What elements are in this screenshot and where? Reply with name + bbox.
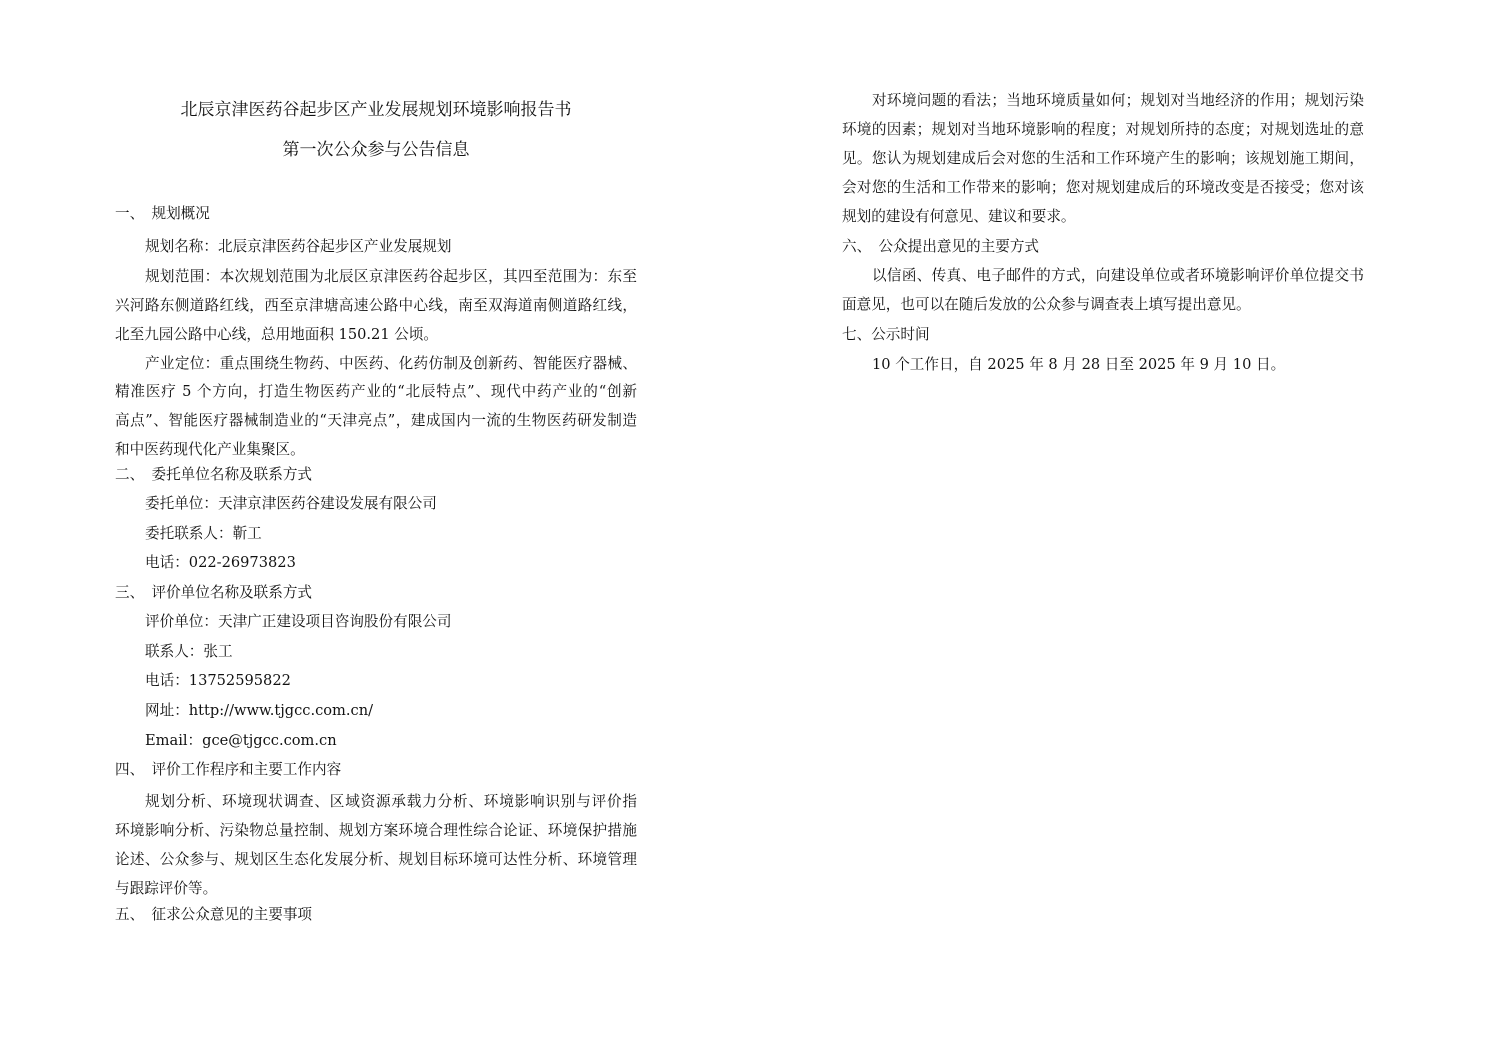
text-line: 面意见，也可以在随后发放的公众参与调查表上填写提出意见。 xyxy=(842,296,1251,313)
text-line: Email：gce@tjgcc.com.cn xyxy=(145,732,337,749)
text-line: 见。您认为规划建成后会对您的生活和工作环境产生的影响；该规划施工期间， xyxy=(842,150,1364,167)
text-line: 会对您的生活和工作带来的影响；您对规划建成后的环境改变是否接受；您对该 xyxy=(842,179,1364,196)
text-line: 委托联系人：靳工 xyxy=(145,525,262,542)
text-line: 精准医疗 5 个方向，打造生物医药产业的“北辰特点”、现代中药产业的“创新 xyxy=(115,383,637,400)
text-line: 以信函、传真、电子邮件的方式，向建设单位或者环境影响评价单位提交书 xyxy=(872,267,1364,284)
text-line: 环境的因素；规划对当地环境影响的程度；对规划所持的态度；对规划选址的意 xyxy=(842,121,1364,138)
text-line: 委托单位：天津京津医药谷建设发展有限公司 xyxy=(145,495,437,512)
text-line: 高点”、智能医疗器械制造业的“天津亮点”，建成国内一流的生物医药研发制造 xyxy=(115,412,637,429)
text-line: 联系人：张工 xyxy=(145,643,233,660)
text-line: 环境影响分析、污染物总量控制、规划方案环境合理性综合论证、环境保护措施 xyxy=(115,822,637,839)
section-heading: 四、 评价工作程序和主要工作内容 xyxy=(115,761,342,778)
text-line: 论述、公众参与、规划区生态化发展分析、规划目标环境可达性分析、环境管理 xyxy=(115,851,637,868)
text-line: 兴河路东侧道路红线，西至京津塘高速公路中心线，南至双海道南侧道路红线， xyxy=(115,297,637,314)
text-line: 与跟踪评价等。 xyxy=(115,880,218,897)
section-heading: 一、 规划概况 xyxy=(115,205,210,222)
document-title: 北辰京津医药谷起步区产业发展规划环境影响报告书 xyxy=(180,100,572,120)
document-subtitle: 第一次公众参与公告信息 xyxy=(282,140,470,160)
text-line: 规划的建设有何意见、建议和要求。 xyxy=(842,208,1076,225)
section-heading: 二、 委托单位名称及联系方式 xyxy=(115,466,313,483)
section-heading: 七、公示时间 xyxy=(842,326,930,343)
section-heading: 三、 评价单位名称及联系方式 xyxy=(115,584,313,601)
text-line: 规划分析、环境现状调查、区域资源承载力分析、环境影响识别与评价指 xyxy=(145,793,637,810)
text-line: 产业定位：重点围绕生物药、中医药、化药仿制及创新药、智能医疗器械、 xyxy=(145,355,637,372)
text-line: 和中医药现代化产业集聚区。 xyxy=(115,441,305,458)
section-heading: 六、 公众提出意见的主要方式 xyxy=(842,238,1040,255)
section-heading: 五、 征求公众意见的主要事项 xyxy=(115,906,313,923)
text-line: 评价单位：天津广正建设项目咨询股份有限公司 xyxy=(145,613,452,630)
text-line: 电话：022-26973823 xyxy=(145,554,296,571)
text-line: 规划名称：北辰京津医药谷起步区产业发展规划 xyxy=(145,238,452,255)
text-line: 电话：13752595822 xyxy=(145,672,291,689)
text-line: 对环境问题的看法；当地环境质量如何；规划对当地经济的作用；规划污染 xyxy=(872,92,1364,109)
text-line: 网址：http://www.tjgcc.com.cn/ xyxy=(145,702,374,719)
text-line: 10 个工作日，自 2025 年 8 月 28 日至 2025 年 9 月 10 日。 xyxy=(872,356,1286,373)
text-line: 规划范围：本次规划范围为北辰区京津医药谷起步区，其四至范围为：东至 xyxy=(145,268,637,285)
text-line: 北至九园公路中心线，总用地面积 150.21 公顷。 xyxy=(115,326,439,343)
